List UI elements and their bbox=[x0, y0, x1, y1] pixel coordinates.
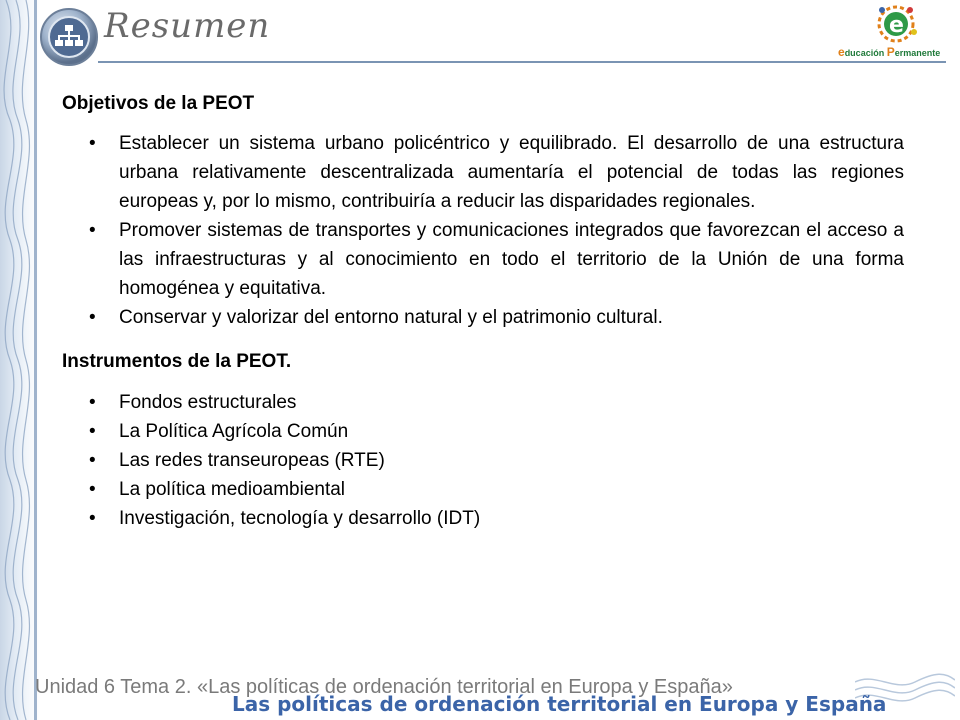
footer-unit-text: Unidad 6 Tema 2. «Las políticas de ordenación territorial en Europa y España» bbox=[35, 676, 733, 698]
list-item: • Fondos estructurales bbox=[89, 392, 297, 413]
footer-title-text: Las políticas de ordenación territorial en Europa y España bbox=[232, 692, 887, 716]
logo-caption: educación Permanente bbox=[838, 45, 941, 59]
list-item: • Conservar y valorizar del entorno natural y el patrimonio cultural. bbox=[89, 307, 663, 328]
sitemap-icon bbox=[38, 6, 100, 68]
list-item: • Investigación, tecnología y desarrollo (IDT) bbox=[89, 508, 481, 529]
header-divider bbox=[98, 61, 946, 63]
section-heading-instrumentos: Instrumentos de la PEOT. bbox=[62, 351, 292, 372]
list-item: • Las redes transeuropeas (RTE) bbox=[89, 450, 385, 471]
list-item: • Promover sistemas de transportes y comunicaciones integrados que favorezcan el acceso a las infraestructuras y al conocimiento en todo el territorio de la Unión de una forma homogénea y equitativa. bbox=[89, 220, 904, 299]
page-title: Resumen bbox=[104, 6, 271, 46]
decorative-left-strip bbox=[0, 0, 40, 720]
list-item: • Establecer un sistema urbano policéntrico y equilibrado. El desarrollo de una estructura urbana relativamente descentralizada aumentaría el potencial de todas las regiones europeas y, por lo mismo, contribuiría a reducir las disparidades regionales. bbox=[89, 133, 904, 212]
objetivos-list bbox=[62, 129, 904, 332]
main-content bbox=[62, 93, 904, 533]
list-item: • La Política Agrícola Común bbox=[89, 421, 349, 442]
section-heading-objetivos: Objetivos de la PEOT bbox=[62, 93, 255, 114]
instrumentos-list bbox=[62, 388, 904, 533]
list-item: • La política medioambiental bbox=[89, 479, 346, 500]
svg-text:e: e bbox=[889, 13, 904, 38]
